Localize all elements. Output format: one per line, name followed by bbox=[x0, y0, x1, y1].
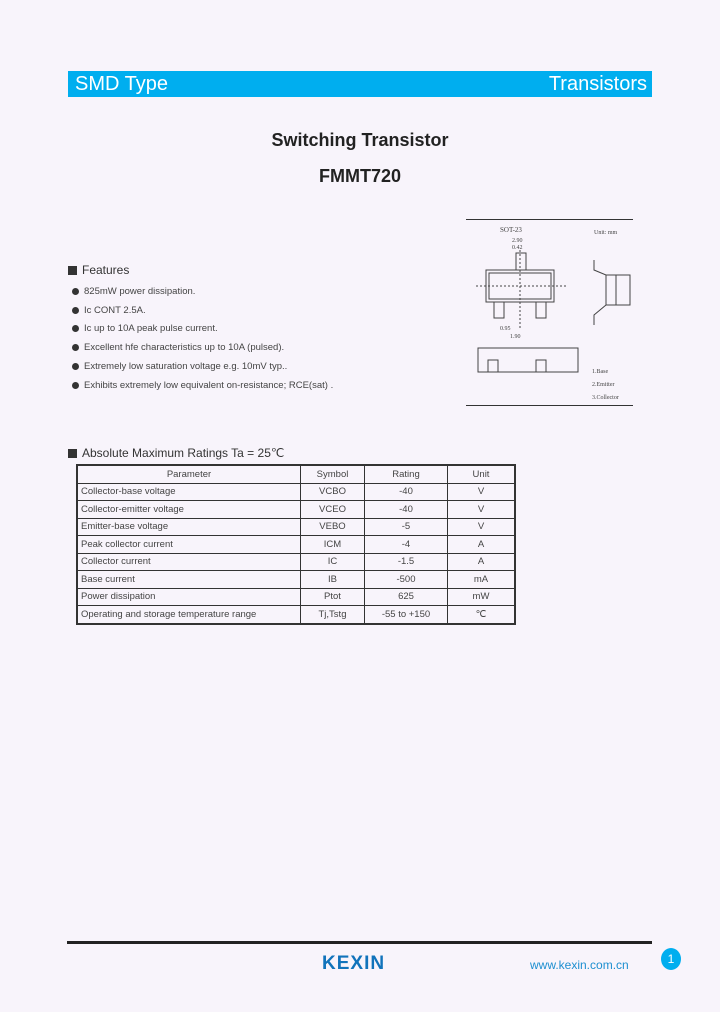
cell: -55 to +150 bbox=[365, 606, 448, 624]
table-row bbox=[77, 518, 515, 536]
feature-item bbox=[72, 320, 333, 339]
cell: ICM bbox=[301, 536, 365, 554]
svg-text:0.95: 0.95 bbox=[500, 326, 511, 332]
svg-text:3.Collector: 3.Collector bbox=[592, 395, 619, 401]
cell: V bbox=[448, 483, 516, 501]
header-right: Transistors bbox=[548, 72, 647, 95]
ratings-heading-text: Absolute Maximum Ratings Ta = 25℃ bbox=[82, 446, 285, 460]
feature-item bbox=[72, 338, 333, 357]
cell: Base current bbox=[77, 571, 301, 589]
cell: -40 bbox=[365, 483, 448, 501]
feature-text: Ic up to 10A peak pulse current. bbox=[84, 323, 218, 335]
table-header bbox=[77, 465, 515, 483]
svg-text:Unit: mm: Unit: mm bbox=[594, 230, 618, 236]
cell: mA bbox=[448, 571, 516, 589]
table-row bbox=[77, 536, 515, 554]
ratings-table bbox=[76, 464, 516, 625]
cell: Tj,Tstg bbox=[301, 606, 365, 624]
feature-item bbox=[72, 376, 333, 395]
footer-divider bbox=[67, 941, 652, 944]
table-row bbox=[77, 571, 515, 589]
bullet-icon bbox=[72, 307, 79, 314]
svg-text:0.42: 0.42 bbox=[512, 245, 523, 251]
cell: IB bbox=[301, 571, 365, 589]
table-row bbox=[77, 483, 515, 501]
cell: V bbox=[448, 518, 516, 536]
bullet-icon bbox=[72, 344, 79, 351]
cell: Ptot bbox=[301, 588, 365, 606]
cell: Power dissipation bbox=[77, 588, 301, 606]
feature-text: Exhibits extremely low equivalent on-resistance; RCE(sat) . bbox=[84, 379, 334, 391]
header-bar bbox=[68, 71, 652, 97]
feature-text: Excellent hfe characteristics up to 10A (pulsed). bbox=[84, 342, 285, 354]
cell: V bbox=[448, 501, 516, 519]
package-drawing bbox=[466, 219, 633, 406]
feature-item bbox=[72, 301, 333, 320]
cell: IC bbox=[301, 553, 365, 571]
table-row bbox=[77, 553, 515, 571]
cell: A bbox=[448, 553, 516, 571]
cell: ℃ bbox=[448, 606, 516, 624]
features-heading bbox=[68, 263, 129, 277]
square-bullet-icon bbox=[68, 449, 77, 458]
cell: 625 bbox=[365, 588, 448, 606]
cell: -500 bbox=[365, 571, 448, 589]
col-rating: Rating bbox=[365, 465, 448, 483]
kexin-logo: KEXIN bbox=[322, 953, 386, 974]
table-row bbox=[77, 606, 515, 624]
cell: -5 bbox=[365, 518, 448, 536]
cell: A bbox=[448, 536, 516, 554]
cell: Operating and storage temperature range bbox=[77, 606, 301, 624]
col-symbol: Symbol bbox=[301, 465, 365, 483]
cell: -1.5 bbox=[365, 553, 448, 571]
feature-item bbox=[72, 282, 333, 301]
cell: VCEO bbox=[301, 501, 365, 519]
bullet-icon bbox=[72, 363, 79, 370]
feature-text: Extremely low saturation voltage e.g. 10mV typ.. bbox=[84, 361, 288, 373]
cell: Collector-emitter voltage bbox=[77, 501, 301, 519]
cell: -40 bbox=[365, 501, 448, 519]
cell: Peak collector current bbox=[77, 536, 301, 554]
feature-text: Ic CONT 2.5A. bbox=[84, 304, 146, 316]
bullet-icon bbox=[72, 288, 79, 295]
doc-title: Switching Transistor bbox=[271, 130, 449, 150]
page-number-badge: 1 bbox=[661, 948, 681, 970]
header-left: SMD Type bbox=[75, 72, 168, 95]
feature-item bbox=[72, 357, 333, 376]
cell: -4 bbox=[365, 536, 448, 554]
part-number: FMMT720 bbox=[318, 166, 401, 186]
cell: mW bbox=[448, 588, 516, 606]
svg-text:2.90: 2.90 bbox=[512, 238, 523, 244]
bullet-icon bbox=[72, 325, 79, 332]
features-heading-text: Features bbox=[82, 263, 130, 277]
cell: VCBO bbox=[301, 483, 365, 501]
svg-text:1.Base: 1.Base bbox=[592, 369, 609, 375]
ratings-heading bbox=[68, 446, 284, 460]
svg-text:1.90: 1.90 bbox=[510, 334, 521, 340]
table-row bbox=[77, 588, 515, 606]
bullet-icon bbox=[72, 382, 79, 389]
features-list bbox=[72, 282, 333, 395]
cell: Collector-base voltage bbox=[77, 483, 301, 501]
square-bullet-icon bbox=[68, 266, 77, 275]
feature-text: 825mW power dissipation. bbox=[84, 285, 196, 297]
svg-text:SOT-23: SOT-23 bbox=[500, 226, 522, 234]
cell: Emitter-base voltage bbox=[77, 518, 301, 536]
table-row bbox=[77, 501, 515, 519]
col-parameter: Parameter bbox=[77, 465, 301, 483]
svg-text:2.Emitter: 2.Emitter bbox=[592, 382, 615, 388]
footer-url[interactable]: www.kexin.com.cn bbox=[530, 958, 629, 972]
sot23-outline-icon bbox=[466, 220, 633, 405]
cell: Collector current bbox=[77, 553, 301, 571]
col-unit: Unit bbox=[448, 465, 516, 483]
cell: VEBO bbox=[301, 518, 365, 536]
